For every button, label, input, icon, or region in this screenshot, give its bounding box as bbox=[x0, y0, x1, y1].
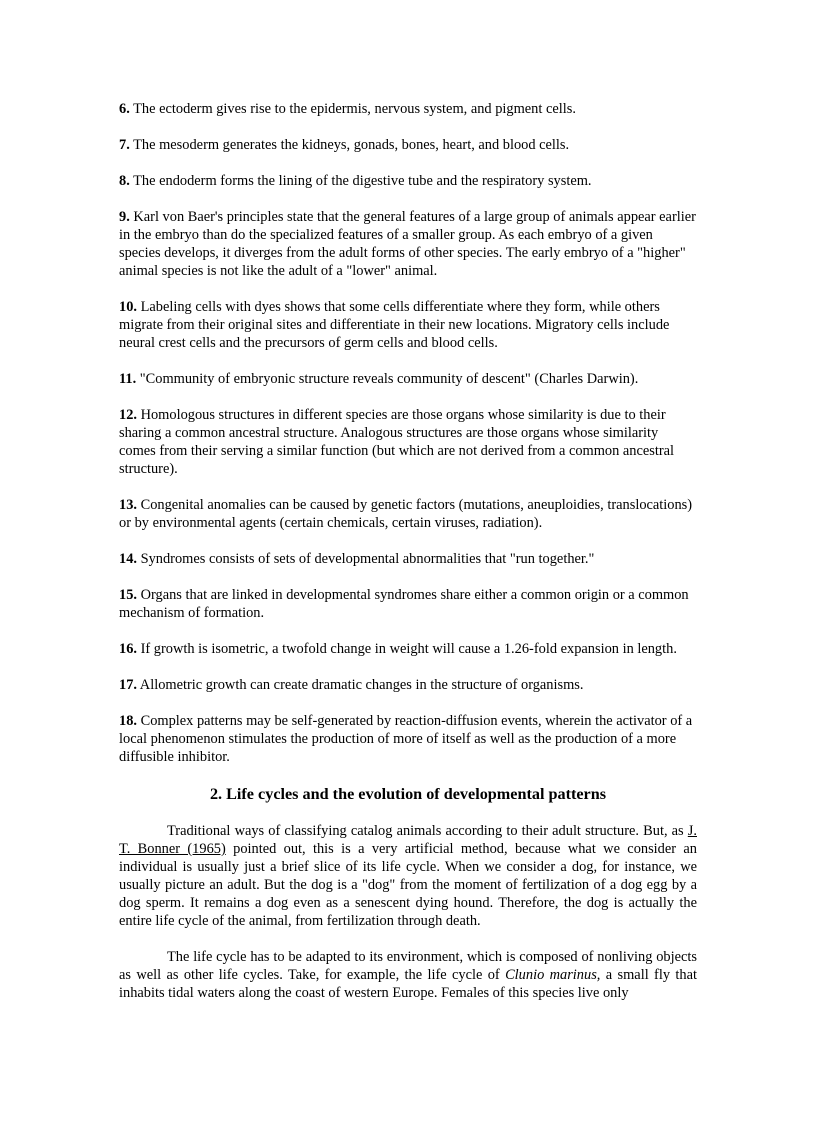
body-paragraph-2 bbox=[119, 948, 697, 1002]
item-number: 7. bbox=[119, 137, 130, 153]
summary-item-16 bbox=[119, 640, 697, 658]
item-text: The ectoderm gives rise to the epidermis, nervous system, and pigment cells. bbox=[129, 101, 576, 117]
summary-item-14 bbox=[119, 550, 697, 568]
item-number: 18. bbox=[119, 713, 137, 729]
item-number: 12. bbox=[119, 407, 137, 423]
species-name: Clunio marinus, bbox=[505, 967, 601, 983]
summary-item-7 bbox=[119, 136, 697, 154]
paragraph-text: a small fly that inhabits tidal waters along the coast of western Europe. Females of this species live only bbox=[119, 967, 697, 1001]
item-number: 10. bbox=[119, 299, 137, 315]
item-number: 11. bbox=[119, 371, 137, 387]
citation-link[interactable]: J. T. Bonner (1965) bbox=[119, 823, 697, 857]
document-page bbox=[119, 100, 697, 1020]
item-number: 16. bbox=[119, 641, 137, 657]
paragraph-text: pointed out, this is a very artificial method, because what we consider an individual is usually just a brief slice of its life cycle. When we consider a dog, for instance, we usually picture an adult. But the dog is a "dog" from the moment of fertilization of a dog egg by a dog sperm. It remains a dog even as a senescent dying hound. Therefore, the dog is actually the entire life cycle of the animal, from fertilization through death. bbox=[119, 841, 697, 929]
item-number: 17. bbox=[119, 677, 137, 693]
item-number: 9. bbox=[119, 209, 130, 225]
item-number: 13. bbox=[119, 497, 137, 513]
item-text: Labeling cells with dyes shows that some cells differentiate where they form, while others migrate from their original sites and differentiate in their new locations. Migratory cells include neural crest cells and the precursors of germ cells and blood cells. bbox=[119, 299, 670, 351]
summary-item-18 bbox=[119, 712, 697, 766]
item-number: 6. bbox=[119, 101, 130, 117]
summary-item-10 bbox=[119, 298, 697, 352]
item-text: Homologous structures in different species are those organs whose similarity is due to their sharing a common ancestral structure. Analogous structures are those organs whose similarity comes from their serving a similar function (but which are not derived from a common ancestral structure). bbox=[119, 407, 675, 477]
item-text: Congenital anomalies can be caused by genetic factors (mutations, aneuploidies, translocations) or by environmental agents (certain chemicals, certain viruses, radiation). bbox=[119, 497, 693, 531]
paragraph-text: The life cycle has to be adapted to its environment, which is composed of nonliving objects as well as other life cycles. Take, for example, the life cycle of bbox=[119, 949, 697, 983]
section-heading: 2. Life cycles and the evolution of developmental patterns bbox=[209, 785, 607, 803]
item-text: Karl von Baer's principles state that the general features of a large group of animals appear earlier in the embryo than do the specialized features of a smaller group. As each embryo of a given species develops, it diverges from the adult forms of other species. The early embryo of a "higher" animal species is not like the adult of a "lower" animal. bbox=[119, 209, 696, 279]
summary-item-8 bbox=[119, 172, 697, 190]
item-text: The mesoderm generates the kidneys, gonads, bones, heart, and blood cells. bbox=[129, 137, 570, 153]
paragraph-text: Traditional ways of classifying catalog animals according to their adult structure. But, as bbox=[167, 823, 688, 839]
summary-item-9 bbox=[119, 208, 697, 280]
item-text: Allometric growth can create dramatic changes in the structure of organisms. bbox=[137, 677, 584, 693]
summary-item-12 bbox=[119, 406, 697, 478]
summary-item-15 bbox=[119, 586, 697, 622]
item-text: If growth is isometric, a twofold change in weight will cause a 1.26-fold expansion in length. bbox=[137, 641, 677, 657]
item-text: "Community of embryonic structure reveals community of descent" (Charles Darwin). bbox=[136, 371, 639, 387]
item-text: Syndromes consists of sets of developmental abnormalities that "run together." bbox=[137, 551, 595, 567]
item-text: Organs that are linked in developmental syndromes share either a common origin or a common mechanism of formation. bbox=[119, 587, 689, 621]
item-text: Complex patterns may be self-generated by reaction-diffusion events, wherein the activator of a local phenomenon stimulates the production of more of itself as well as the production of a more diffusible inhibitor. bbox=[119, 713, 693, 765]
item-number: 14. bbox=[119, 551, 137, 567]
summary-item-13 bbox=[119, 496, 697, 532]
item-number: 8. bbox=[119, 173, 130, 189]
summary-item-6 bbox=[119, 100, 697, 118]
summary-item-11 bbox=[119, 370, 697, 388]
item-number: 15. bbox=[119, 587, 137, 603]
summary-item-17 bbox=[119, 676, 697, 694]
body-paragraph-1 bbox=[119, 822, 697, 930]
item-text: The endoderm forms the lining of the digestive tube and the respiratory system. bbox=[129, 173, 592, 189]
